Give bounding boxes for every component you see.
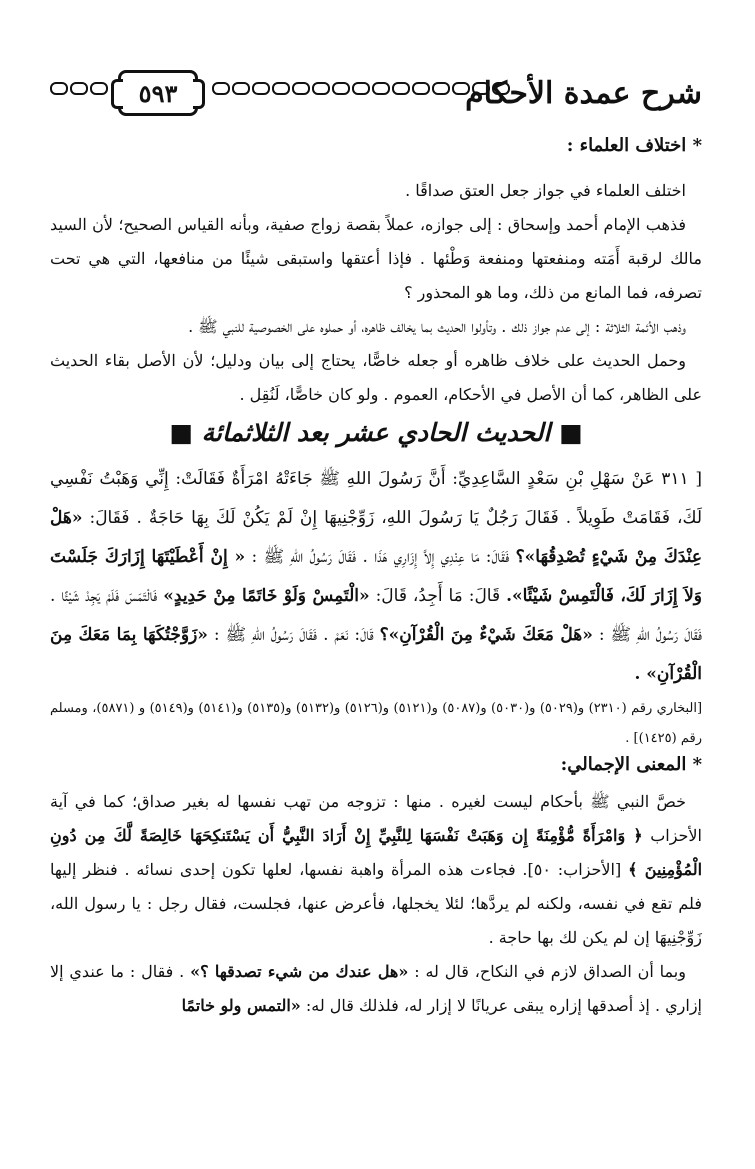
paragraph: [50, 785, 702, 955]
page-header: [50, 70, 702, 130]
hadith-part: عَنْ سَهْلِ بْنِ سَعْدٍ السَّاعِدِيِّ: أَنَّ رَسُولَ اللهِ ﷺ جَاءَتْهُ امْرَأَةٌ فَقَالَتْ: إِنِّي وَهَبْتُ نَفْسِي لَكَ، فَقَامَتْ طَوِيلاً . فَقَالَ رَجُلٌ يَا رَسُولَ اللهِ، زَوِّجْنِيهَا إِنْ لَمْ يَكُنْ لَكَ بِهَا حَاجَةٌ . فَقَالَ:: [50, 469, 702, 528]
hadith-part: قَالَ: نَعَمْ . فَقَالَ رَسُولُ اللهِ ﷺ :: [213, 625, 374, 645]
hadith-quote: « إِنْ أَعْطَيْتَهَا إِزَارَكَ جَلَسْتَ وَلاَ إِزَارَ لَكَ، فَالْتَمِسْ شَيْئًا».: [50, 547, 703, 606]
page-content: [50, 135, 702, 1023]
hadith-references: [البخاري رقم (٢٣١٠) و(٥٠٢٩) و(٥٠٣٠) و(٥٠٨٧) و(٥١٢١) و(٥١٢٦) و(٥١٣٢) و(٥١٣٥) و(٥١٤١) و(٥١٤٩) و (٥٨٧١)، ومسلم رقم (١٤٢٥)] .: [50, 701, 703, 746]
paragraph-text: [الأحزاب: ٥٠]. فجاءت هذه المرأة واهبة نفسها، لعلها تكون إحدى نسائه . فنظر إليها فلم تقع في نفسه، ولكنه لم يردَّها؛ لئلا يخجلها، فأعرض عنها، فجلست، فقال رجل : يا رسول الله، زَوِّجْنِيهَا إن لم يكن لك بها حاجة .: [50, 860, 702, 947]
hadith-quote: «زَوَّجْتُكَهَا بِمَا مَعَكَ مِنَ الْقُرْآنِ» .: [50, 625, 702, 684]
hadith-quote: «الْتَمِسْ وَلَوْ خَاتَمًا مِنْ حَدِيدٍ»: [163, 586, 370, 606]
paragraph: وذهب الأئمة الثلاثة : إلى عدم جواز ذلك . وتأولوا الحديث بما يخالف ظاهره، أو حملوه على الخصوصية للنبي ﷺ .: [188, 317, 686, 336]
hadith-text: [50, 460, 702, 694]
section-heading-scholars-disagreement: * اختلاف العلماء :: [566, 135, 702, 156]
chain-ornament-left: [50, 82, 108, 98]
bold-quote: «هل عندك من شيء تصدقها ؟»: [190, 962, 409, 981]
paragraph-text: وبما أن الصداق لازم في النكاح، قال له :: [414, 962, 686, 981]
section-heading-general-meaning: * المعنى الإجمالي:: [560, 754, 702, 775]
bold-quote: «التمس ولو خاتمًا: [181, 996, 301, 1015]
book-title: شرح عمدة الأحكام: [465, 76, 702, 111]
hadith-quote: «هَلْ مَعَكَ شَيْءٌ مِنَ الْقُرْآنِ»؟: [379, 625, 593, 645]
hadith-title: ■ الحديث الحادي عشر بعد الثلاثمائة ■: [169, 418, 583, 447]
page-number: ٥٩٣: [118, 70, 198, 116]
paragraph: اختلف العلماء في جواز جعل العتق صداقًا .: [405, 181, 686, 200]
hadith-part: قَالَ: مَا أَجِدُ، قَالَ:: [375, 586, 501, 606]
hadith-part: فَالْتَمَسَ فَلَمْ يَجِدْ شَيْئًا . فَقَالَ رَسُولُ اللهِ ﷺ :: [50, 586, 703, 645]
paragraph-text: خصَّ النبي ﷺ بأحكام ليست لغيره . منها : تزوجه من تهب نفسها له بغير صداق؛ كما في آية الأحزاب: [50, 792, 702, 845]
hadith-number: [ ٣١١: [661, 469, 702, 489]
hadith-quote: «هَلْ عِنْدَكَ مِنْ شَيْءٍ تُصْدِقُهَا»؟: [50, 508, 703, 567]
hadith-part: فَقَالَ: مَا عِنْدِي إِلاَّ إِزَارِي هَذَا . فَقَالَ رَسُولُ اللهِ ﷺ :: [251, 547, 510, 567]
quran-verse: ﴿ وَامْرَأَةً مُّؤْمِنَةً إِن وَهَبَتْ نَفْسَهَا لِلنَّبِيِّ إِنْ أَرَادَ النَّبِيُّ أَن يَسْتَنكِحَهَا خَالِصَةً لَّكَ مِن دُونِ الْمُؤْمِنِينَ ﴾: [50, 826, 703, 879]
paragraph-text: . فقال : ما عندي إلا إزاري . إذ أصدقها إزاره يبقى عريانًا لا إزار له، فلذلك قال له:: [50, 962, 702, 1015]
paragraph: [50, 955, 702, 1023]
paragraph: فذهب الإمام أحمد وإسحاق : إلى جوازه، عملاً بقصة زواج صفية، وبأنه القياس الصحيح؛ لأن السيد مالك لرقبة أَمَته ومنفعتها ومنفعة وَطْئها . فإذا أعتقها واستبقى شيئًا من منافعها، التي هي تحت تصرفه، فما المانع من ذلك، وما هو المحذور ؟: [50, 215, 703, 302]
paragraph: وحمل الحديث على خلاف ظاهره أو جعله خاصًّا، يحتاج إلى بيان ودليل؛ لأن الأصل بقاء الحديث على الظاهر، كما أن الأصل في الأحكام، العموم . ولو كان خاصًّا، لَنُقِل .: [50, 351, 702, 404]
